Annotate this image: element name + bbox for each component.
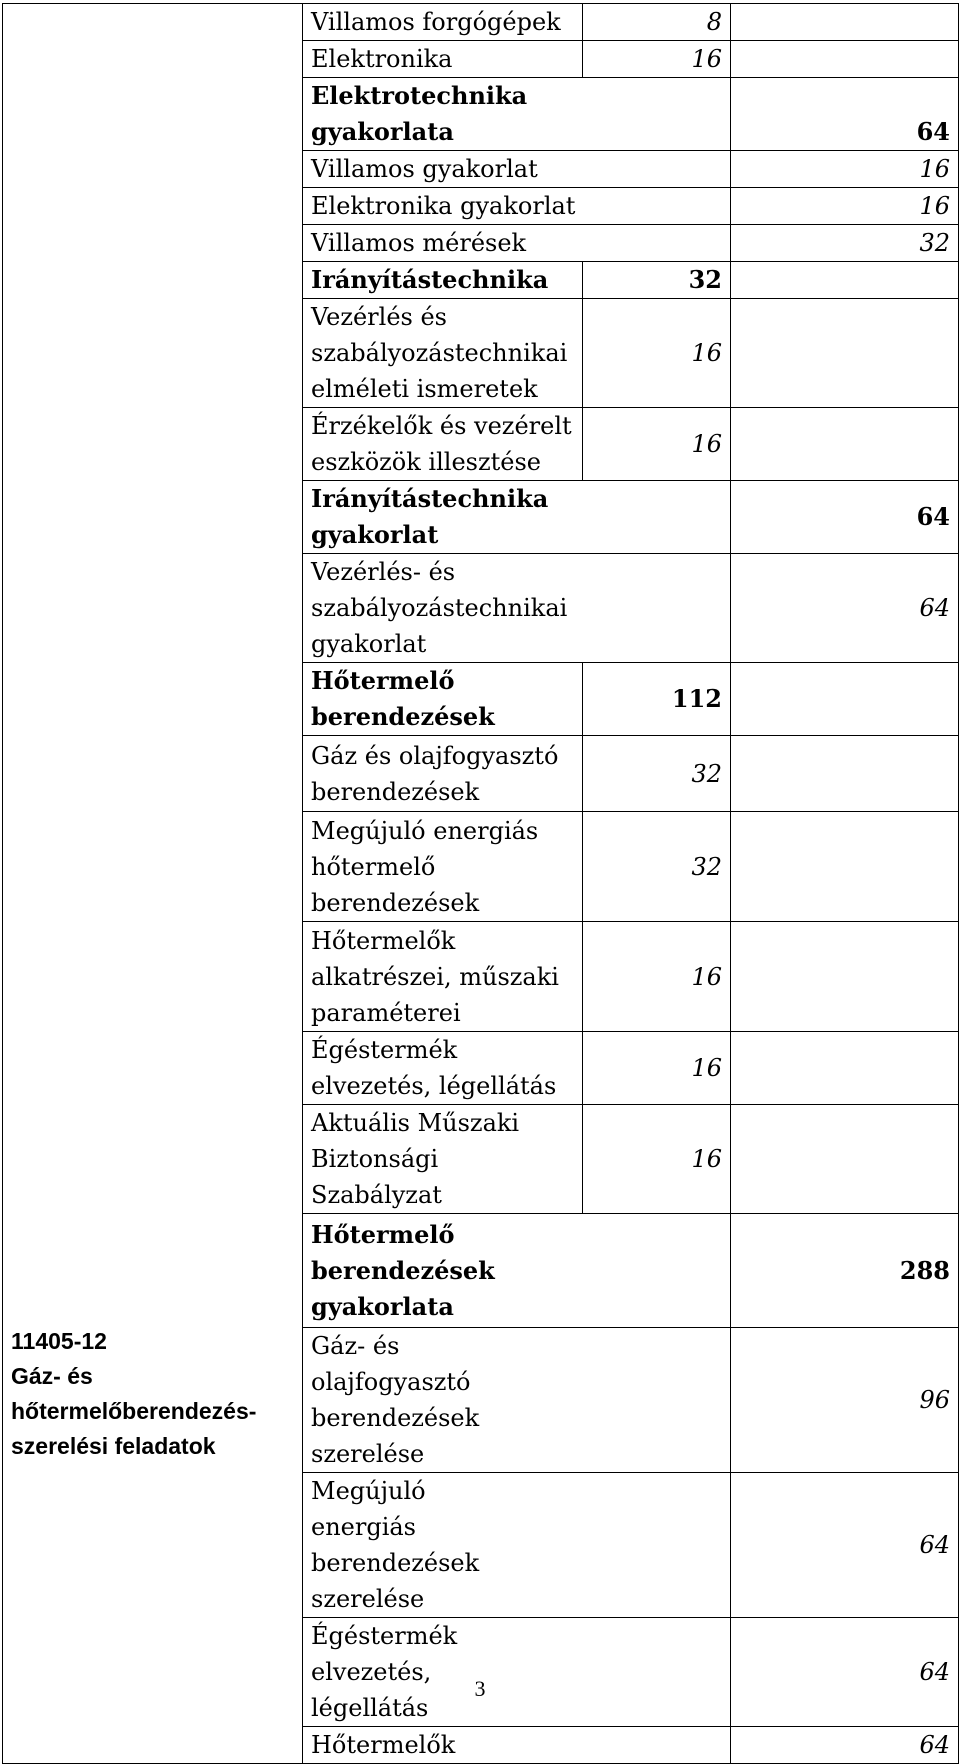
row-practice-hours bbox=[731, 262, 959, 299]
row-practice-hours bbox=[731, 922, 959, 1032]
row-label: Vezérlés- és szabályozástechnikai gyakorlat bbox=[303, 554, 731, 663]
row-practice-hours bbox=[731, 1032, 959, 1105]
row-practice-hours bbox=[731, 812, 959, 922]
row-label: Gáz- és olajfogyasztó berendezések szerelése bbox=[303, 1328, 731, 1473]
module-cell bbox=[3, 4, 303, 1764]
row-theory-hours: 32 bbox=[583, 812, 731, 922]
row-practice-hours bbox=[731, 736, 959, 812]
row-theory-hours: 32 bbox=[583, 262, 731, 299]
module-title-line1: Gáz- és bbox=[11, 1362, 93, 1389]
row-theory-hours: 8 bbox=[583, 4, 731, 41]
row-theory-hours: 32 bbox=[583, 736, 731, 812]
row-label: Hőtermelők alkatrészei, műszaki paraméterei bbox=[303, 922, 583, 1032]
row-practice-hours: 64 bbox=[731, 554, 959, 663]
row-practice-hours: 64 bbox=[731, 78, 959, 151]
row-label: Elektronika gyakorlat bbox=[303, 188, 731, 225]
row-theory-hours: 112 bbox=[583, 663, 731, 736]
row-practice-hours bbox=[731, 299, 959, 408]
row-practice-hours: 96 bbox=[731, 1328, 959, 1473]
row-practice-hours bbox=[731, 1105, 959, 1214]
row-label: Elektrotechnika gyakorlata bbox=[303, 78, 731, 151]
module-title-line2: hőtermelőberendezés- bbox=[11, 1397, 257, 1424]
table-row bbox=[3, 4, 959, 41]
row-theory-hours: 16 bbox=[583, 1105, 731, 1214]
page-number: 3 bbox=[474, 1676, 486, 1701]
row-label: Villamos mérések bbox=[303, 225, 731, 262]
row-theory-hours: 16 bbox=[583, 1032, 731, 1105]
row-practice-hours bbox=[731, 41, 959, 78]
row-practice-hours: 288 bbox=[731, 1214, 959, 1328]
row-theory-hours: 16 bbox=[583, 299, 731, 408]
row-practice-hours: 64 bbox=[731, 1727, 959, 1764]
row-label: Hőtermelő berendezések gyakorlata bbox=[303, 1214, 731, 1328]
hours-table bbox=[2, 3, 959, 1764]
row-practice-hours: 32 bbox=[731, 225, 959, 262]
row-practice-hours bbox=[731, 408, 959, 481]
row-label: Irányítástechnika gyakorlat bbox=[303, 481, 731, 554]
row-label: Vezérlés és szabályozástechnikai elméleti ismeretek bbox=[303, 299, 583, 408]
module-title-line3: szerelési feladatok bbox=[11, 1432, 216, 1459]
row-label: Égéstermék elvezetés, légellátás bbox=[303, 1618, 731, 1727]
row-label: Hőtermelők bbox=[303, 1727, 731, 1764]
row-label: Aktuális Műszaki Biztonsági Szabályzat bbox=[303, 1105, 583, 1214]
row-label: Megújuló energiás berendezések szerelése bbox=[303, 1473, 731, 1618]
row-label: Villamos gyakorlat bbox=[303, 151, 731, 188]
row-label: Érzékelők és vezérelt eszközök illesztése bbox=[303, 408, 583, 481]
row-label: Gáz és olajfogyasztó berendezések bbox=[303, 736, 583, 812]
row-theory-hours: 16 bbox=[583, 408, 731, 481]
row-practice-hours: 64 bbox=[731, 1473, 959, 1618]
row-label: Villamos forgógépek bbox=[303, 4, 583, 41]
row-label: Megújuló energiás hőtermelő berendezések bbox=[303, 812, 583, 922]
row-theory-hours: 16 bbox=[583, 41, 731, 78]
row-practice-hours bbox=[731, 4, 959, 41]
row-practice-hours: 64 bbox=[731, 481, 959, 554]
row-theory-hours: 16 bbox=[583, 922, 731, 1032]
row-practice-hours: 64 bbox=[731, 1618, 959, 1727]
row-label: Égéstermék elvezetés, légellátás bbox=[303, 1032, 583, 1105]
module-code: 11405-12 bbox=[11, 1327, 107, 1354]
row-practice-hours bbox=[731, 663, 959, 736]
row-label: Irányítástechnika bbox=[303, 262, 583, 299]
row-label: Hőtermelő berendezések bbox=[303, 663, 583, 736]
row-practice-hours: 16 bbox=[731, 188, 959, 225]
row-practice-hours: 16 bbox=[731, 151, 959, 188]
row-label: Elektronika bbox=[303, 41, 583, 78]
